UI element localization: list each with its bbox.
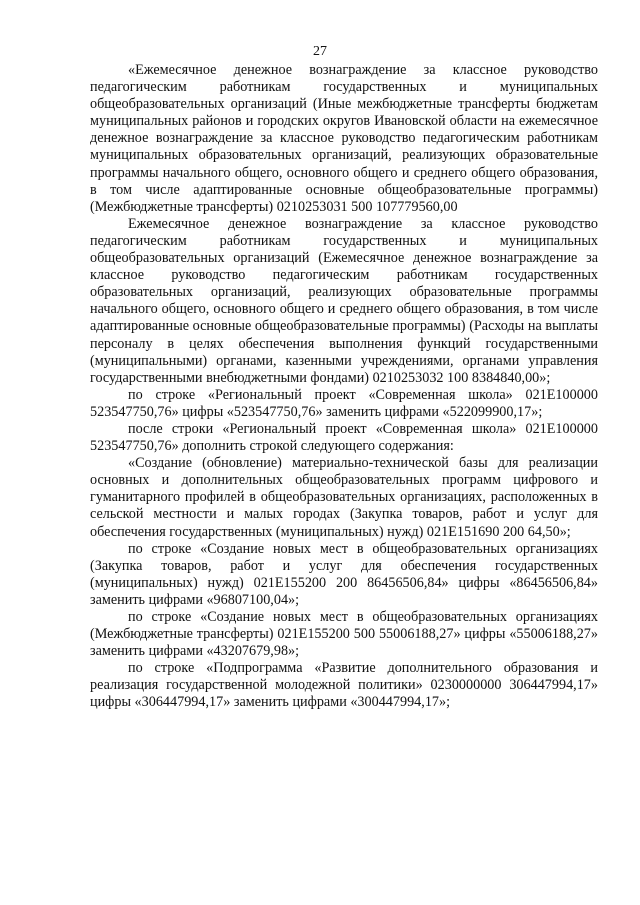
- paragraph-6: по строке «Создание новых мест в общеобразовательных организациях (Закупка товаров, работ и услуг для обеспечения государственных (муниципальных) нужд) 021E155200 200 86456506,84» цифры «86456506,84» заменить цифрами «96807100,04»;: [90, 540, 598, 608]
- document-body: [90, 62, 598, 712]
- paragraph-5: «Создание (обновление) материально-технической базы для реализации основных и дополнительных общеобразовательных программ цифрового и гуманитарного профилей в общеобразовательных организациях, расположенных в сельской местности и малых городах (Закупка товаров, работ и услуг для обеспечения государственных (муниципальных) нужд) 021E151690 200 64,50»;: [90, 455, 598, 540]
- paragraph-4: после строки «Региональный проект «Современная школа» 021E100000 523547750,76» дополнить строкой следующего содержания:: [90, 420, 598, 455]
- paragraph-8: по строке «Подпрограмма «Развитие дополнительного образования и реализация государственной молодежной политики» 0230000000 306447994,17» цифры «306447994,17» заменить цифрами «300447994,17»;: [90, 660, 598, 711]
- paragraph-7: по строке «Создание новых мест в общеобразовательных организациях (Межбюджетные трансферты) 021E155200 500 55006188,27» цифры «55006188,27» заменить цифрами «43207679,98»;: [90, 609, 598, 660]
- paragraph-3: по строке «Региональный проект «Современная школа» 021E100000 523547750,76» цифры «523547750,76» заменить цифрами «522099900,17»;: [90, 386, 598, 420]
- paragraph-1: «Ежемесячное денежное вознаграждение за классное руководство педагогическим работникам государственных и муниципальных общеобразовательных организаций (Иные межбюджетные трансферты бюджетам муниципальных районов и городских округов Ивановской области на ежемесячное денежное вознаграждение за классное руководство педагогическим работникам муниципальных образовательных организаций, реализующих образовательные программы начального общего, основного общего и среднего общего образования, в том числе адаптированные основные общеобразовательные программы) (Межбюджетные трансферты) 0210253031 500 107779560,00: [90, 62, 598, 215]
- page-number: 27: [313, 44, 327, 59]
- paragraph-2: Ежемесячное денежное вознаграждение за классное руководство педагогическим работникам государственных и муниципальных общеобразовательных организаций (Ежемесячное денежное вознаграждение за классное руководство педагогическим работникам государственных образовательных организаций, реализующих образовательные программы начального общего, основного общего и среднего общего образования, в том числе адаптированные основные общеобразовательные программы) (Расходы на выплаты персоналу в целях обеспечения выполнения функций государственными (муниципальными) органами, казенными учреждениями, органами управления государственными внебюджетными фондами) 0210253032 100 8384840,00»;: [90, 215, 598, 386]
